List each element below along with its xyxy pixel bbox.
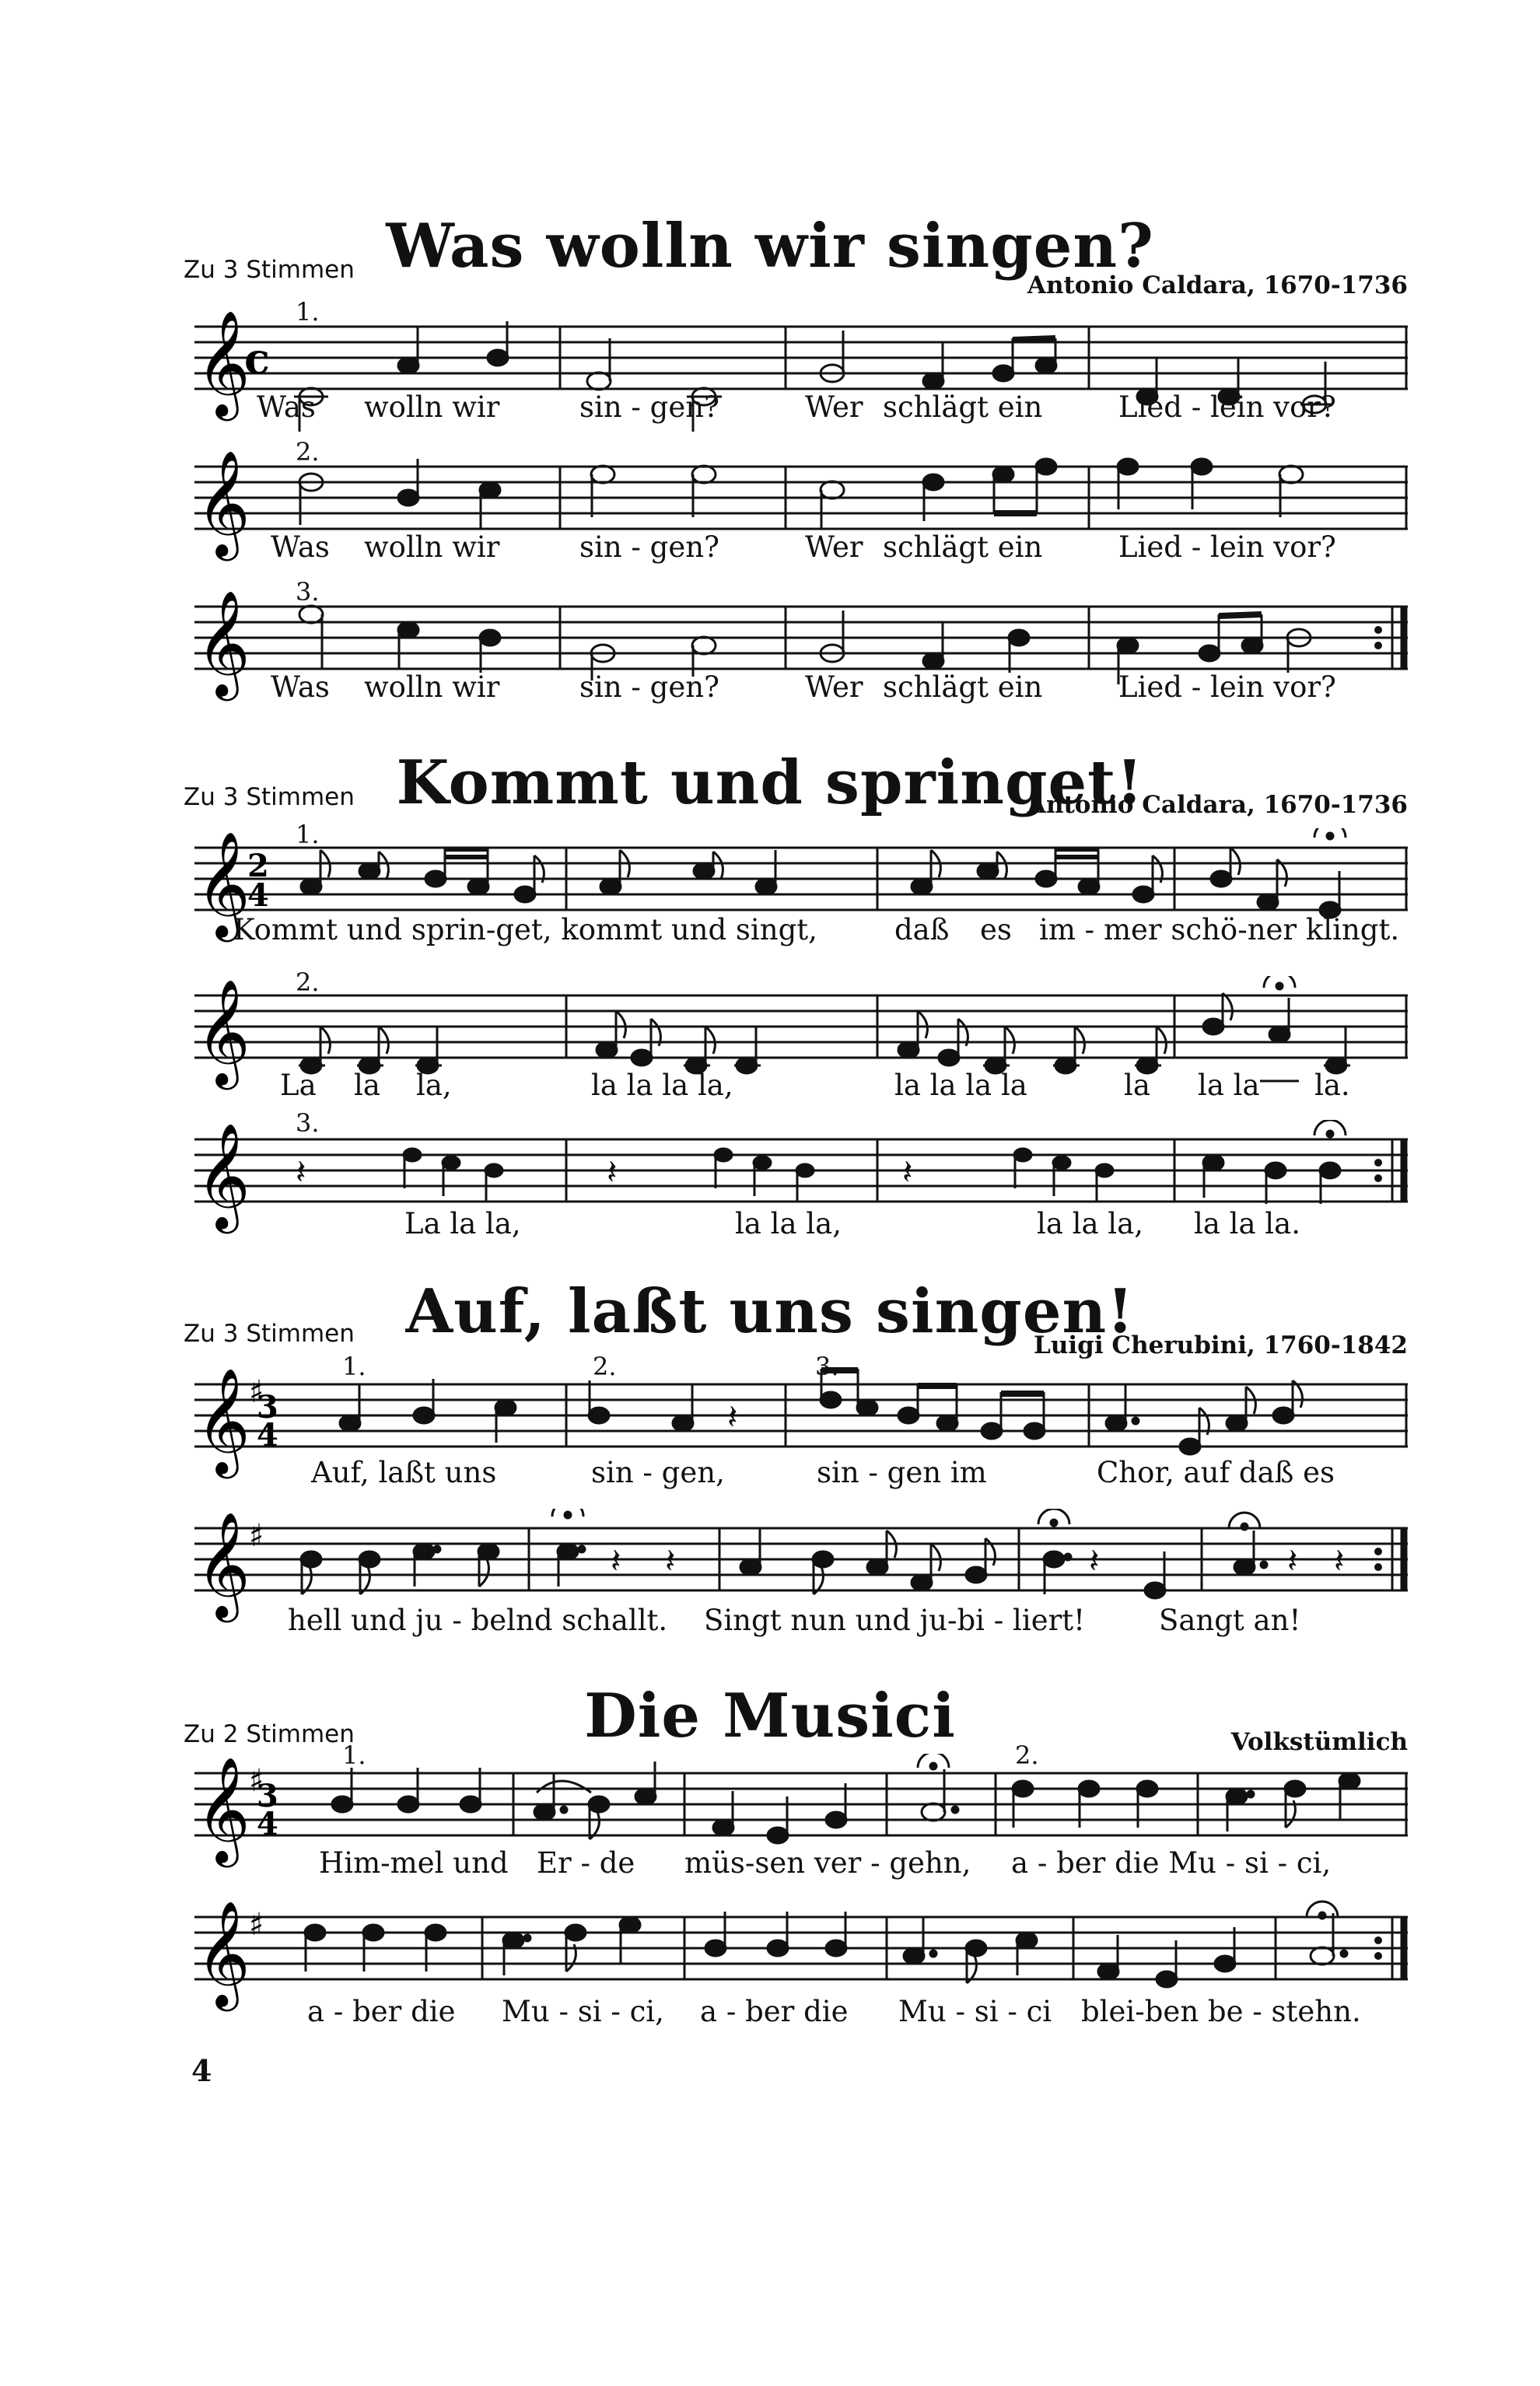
lyric-syllable: la la la, [1037,1207,1143,1240]
verse-number: 3. [296,577,320,607]
lyric-syllable: La [280,1069,317,1102]
quarter-rest-icon: 𝄽 [902,1153,913,1192]
song-title: Auf, laßt uns singen! [405,1276,1135,1347]
lyric-syllable: a - ber die [700,1995,849,2028]
lyric-syllable: la la [1198,1069,1260,1102]
lyric-syllable: Was [271,530,330,564]
composer-credit: Antonio Caldara, 1670-1736 [1027,271,1408,299]
treble-clef-icon: 𝄞 [196,830,250,937]
quarter-rest-icon: 𝄽 [727,1398,738,1437]
verse-number: 1. [342,1741,366,1770]
time-signature-denominator: 4 [257,1806,278,1842]
treble-clef-icon: 𝄞 [196,1755,250,1863]
lyric-syllable: la [1124,1069,1150,1102]
lyric-syllable: la la la la, [591,1069,733,1102]
verse-number: 2. [1015,1741,1039,1770]
music-staff [0,1509,1540,1637]
lyric-syllable: Wer [805,670,863,704]
lyric-syllable: Was [257,390,316,424]
treble-clef-icon: 𝄞 [196,449,250,556]
lyric-syllable: Wer [805,530,863,564]
treble-clef-icon: 𝄞 [196,978,250,1085]
song-title: Die Musici [584,1681,956,1751]
quarter-rest-icon: 𝄽 [1287,1541,1298,1581]
music-staff [0,1898,1540,2028]
verse-number: 1. [296,297,320,327]
verse-number: 1. [342,1352,366,1381]
lyric-syllable: Wer [805,390,863,424]
verse-number: 3. [296,1108,320,1138]
lyric-syllable: wolln wir [364,530,500,564]
lyric-syllable: es [980,913,1012,946]
lyric-syllable: schlägt ein [883,530,1043,564]
music-staff [0,1352,1540,1489]
lyric-syllable: Chor, auf daß es [1097,1456,1335,1489]
treble-clef-icon: 𝄞 [196,1121,250,1229]
composer-credit: Volkstümlich [1230,1728,1408,1756]
lyric-syllable: müs-sen ver - gehn, [684,1846,971,1880]
lyric-syllable: Lied - lein vor? [1118,670,1336,704]
lyric-syllable: Was [271,670,330,704]
music-staff [0,437,1540,572]
time-signature-numerator: 3 [257,1389,278,1426]
time-signature-denominator: 4 [247,877,269,914]
lyric-syllable: sin - gen im [817,1456,987,1489]
music-staff [0,577,1540,712]
time-signature-numerator: 3 [257,1778,278,1814]
quarter-rest-icon: 𝄽 [665,1541,676,1581]
quarter-rest-icon: 𝄽 [1089,1541,1100,1581]
music-staff [0,297,1540,432]
music-staff [0,967,1540,1102]
sharp-icon: ♯ [249,1374,264,1410]
music-staff [0,1108,1540,1244]
lyric-syllable: schlägt ein [883,670,1043,704]
treble-clef-icon: 𝄞 [196,1510,250,1618]
lyric-syllable: la la la la [894,1069,1027,1102]
verse-number: 3. [815,1352,839,1381]
sharp-icon: ♯ [249,1518,264,1554]
lyric-syllable: la la la, [735,1207,842,1240]
song-title: Kommt und springet! [396,747,1144,818]
quarter-rest-icon: 𝄽 [1334,1541,1345,1581]
song-title: Was wolln wir singen? [386,211,1154,282]
lyric-syllable: la [354,1069,380,1102]
lyric-syllable: Kommt und sprin-get, kommt und singt, [233,913,817,946]
lyric-syllable: La la la, [404,1207,521,1240]
verse-number: 2. [296,437,320,467]
staff-lines [0,976,1540,1100]
voices-label: Zu 2 Stimmen [184,1720,355,1748]
lyric-syllable: Er - de [537,1846,635,1880]
music-staff [0,820,1540,953]
lyric-syllable: la, [416,1069,452,1102]
lyric-syllable: sin - gen? [579,390,719,424]
lyric-syllable: blei-ben be - stehn. [1081,1995,1361,2028]
lyric-syllable: sin - gen, [591,1456,725,1489]
lyric-syllable: Lied - lein vor? [1118,530,1336,564]
lyric-syllable: Sangt an! [1159,1604,1301,1637]
treble-clef-icon: 𝄞 [196,1899,250,2006]
time-signature-denominator: 4 [257,1417,278,1454]
verse-number: 2. [593,1352,617,1381]
treble-clef-icon: 𝄞 [196,309,250,416]
lyric-syllable: Mu - si - ci [898,1995,1052,2028]
voices-label: Zu 3 Stimmen [184,1320,355,1348]
lyric-syllable: daß [894,913,950,946]
composer-credit: Luigi Cherubini, 1760-1842 [1034,1331,1408,1359]
voices-label: Zu 3 Stimmen [184,256,355,284]
lyric-syllable: im - mer schö-ner klingt. [1039,913,1400,946]
lyric-syllable: a - ber die [307,1995,456,2028]
lyric-syllable: Auf, laßt uns [311,1456,497,1489]
verse-number: 1. [296,820,320,849]
treble-clef-icon: 𝄞 [196,1366,250,1474]
lyric-syllable: a - ber die Mu - si - ci, [1011,1846,1332,1880]
sharp-icon: ♯ [249,1763,264,1799]
sharp-icon: ♯ [249,1907,264,1943]
quarter-rest-icon: 𝄽 [296,1153,306,1192]
lyric-syllable: wolln wir [364,670,500,704]
treble-clef-icon: 𝄞 [196,589,250,696]
lyric-syllable: Him-mel und [319,1846,509,1880]
lyric-syllable: schlägt ein [883,390,1043,424]
composer-credit: Antonio Caldara, 1670-1736 [1027,791,1408,819]
quarter-rest-icon: 𝄽 [607,1153,618,1192]
quarter-rest-icon: 𝄽 [611,1541,621,1581]
voices-label: Zu 3 Stimmen [184,783,355,811]
time-signature-numerator: 2 [247,848,269,884]
page-number: 4 [191,2053,212,2088]
svg-text:c: c [244,334,270,383]
lyric-syllable: Lied - lein vor? [1118,390,1336,424]
verse-number: 2. [296,967,320,997]
lyric-syllable: la la la. [1194,1207,1300,1240]
lyric-syllable: hell und ju - belnd schallt. [288,1604,668,1637]
lyric-syllable: wolln wir [364,390,500,424]
lyric-syllable: sin - gen? [579,670,719,704]
lyric-syllable: sin - gen? [579,530,719,564]
lyric-syllable: Singt nun und ju-bi - liert! [704,1604,1086,1637]
lyric-syllable: Mu - si - ci, [502,1995,664,2028]
lyric-syllable: la. [1314,1069,1350,1102]
